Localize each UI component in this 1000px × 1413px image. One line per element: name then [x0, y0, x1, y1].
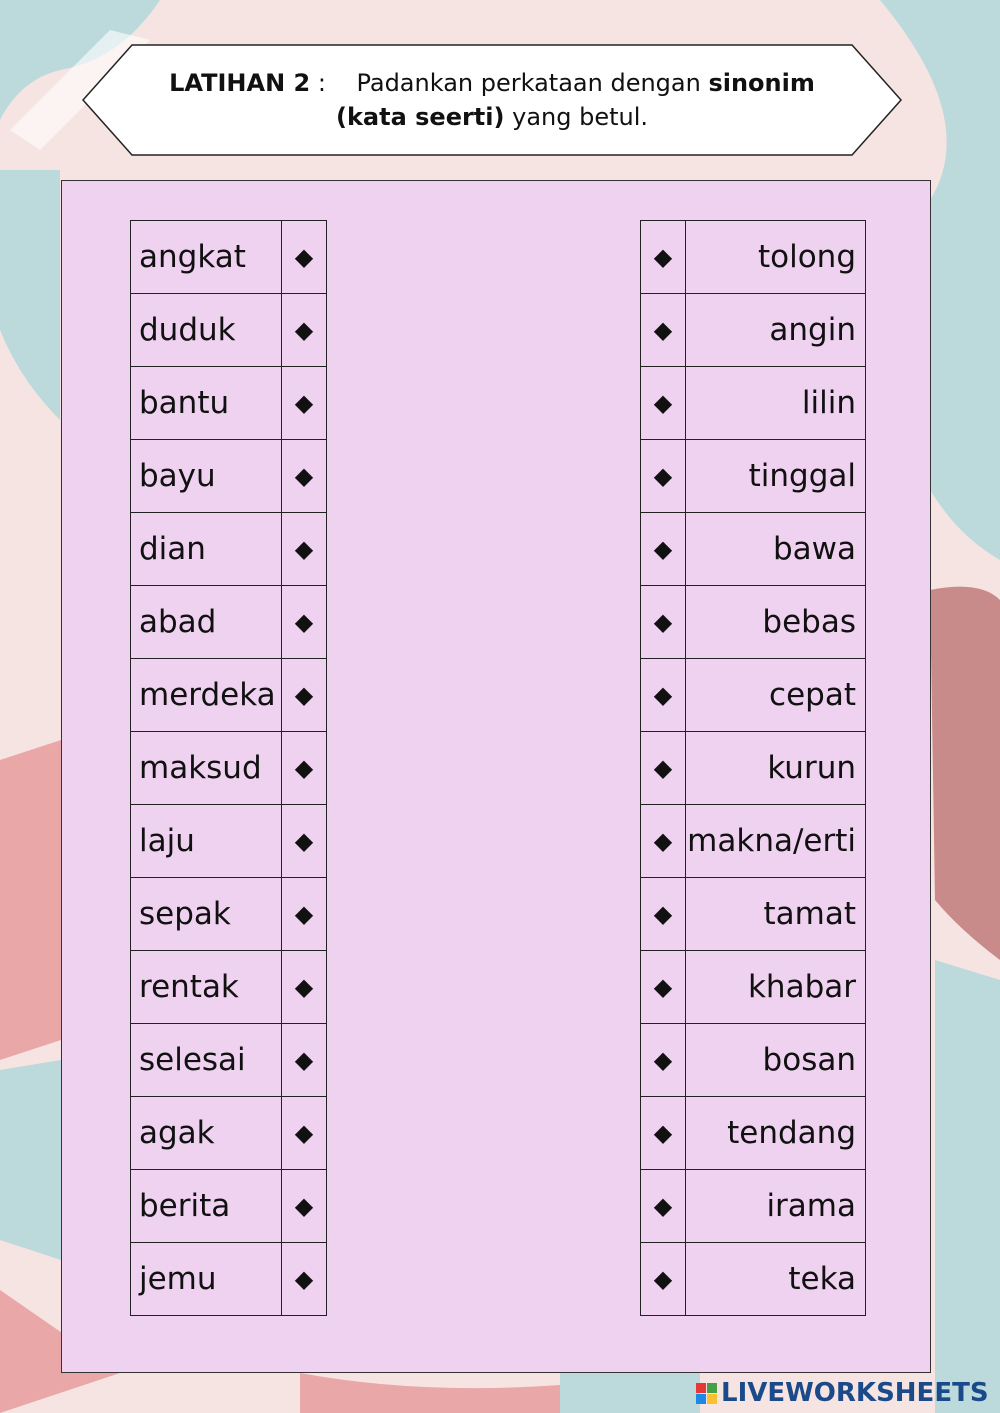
- left-word-row: [131, 221, 327, 294]
- match-point-left[interactable]: ◆: [282, 1170, 327, 1243]
- left-word: dian: [131, 513, 282, 586]
- match-point-left[interactable]: ◆: [282, 659, 327, 732]
- right-word: teka: [686, 1243, 866, 1316]
- match-point-right[interactable]: ◆: [641, 1243, 686, 1316]
- brand-name: LIVEWORKSHEETS: [721, 1378, 989, 1408]
- right-word: tendang: [686, 1097, 866, 1170]
- left-word: angkat: [131, 221, 282, 294]
- match-point-right[interactable]: ◆: [641, 367, 686, 440]
- right-word: khabar: [686, 951, 866, 1024]
- match-point-left[interactable]: ◆: [282, 221, 327, 294]
- right-word-row: [641, 440, 866, 513]
- left-word: berita: [131, 1170, 282, 1243]
- left-word-row: [131, 732, 327, 805]
- left-word-row: [131, 1024, 327, 1097]
- left-word-row: [131, 805, 327, 878]
- left-word: sepak: [131, 878, 282, 951]
- left-word: duduk: [131, 294, 282, 367]
- logo-grid-icon: [696, 1383, 717, 1404]
- left-word: bayu: [131, 440, 282, 513]
- left-word-row: [131, 659, 327, 732]
- match-point-left[interactable]: ◆: [282, 294, 327, 367]
- match-point-right[interactable]: ◆: [641, 951, 686, 1024]
- left-word-column: [130, 220, 327, 1316]
- match-point-right[interactable]: ◆: [641, 659, 686, 732]
- match-point-right[interactable]: ◆: [641, 1097, 686, 1170]
- left-word-row: [131, 440, 327, 513]
- right-word-row: [641, 1170, 866, 1243]
- right-word: tinggal: [686, 440, 866, 513]
- right-word: angin: [686, 294, 866, 367]
- match-point-right[interactable]: ◆: [641, 1170, 686, 1243]
- right-word-row: [641, 878, 866, 951]
- right-word-row: [641, 294, 866, 367]
- left-word: maksud: [131, 732, 282, 805]
- left-word-row: [131, 513, 327, 586]
- match-point-right[interactable]: ◆: [641, 805, 686, 878]
- right-word-row: [641, 805, 866, 878]
- match-point-left[interactable]: ◆: [282, 513, 327, 586]
- match-point-left[interactable]: ◆: [282, 440, 327, 513]
- left-word-row: [131, 1170, 327, 1243]
- liveworksheets-logo: [696, 1378, 989, 1408]
- match-point-left[interactable]: ◆: [282, 951, 327, 1024]
- match-point-right[interactable]: ◆: [641, 513, 686, 586]
- right-word-column: [640, 220, 866, 1316]
- left-word-row: [131, 586, 327, 659]
- left-word: laju: [131, 805, 282, 878]
- instruction-part-1: Padankan perkataan dengan: [356, 69, 709, 97]
- match-point-right[interactable]: ◆: [641, 221, 686, 294]
- right-word: cepat: [686, 659, 866, 732]
- left-word-row: [131, 951, 327, 1024]
- match-point-left[interactable]: ◆: [282, 805, 327, 878]
- right-word: bosan: [686, 1024, 866, 1097]
- instruction-banner: [82, 44, 902, 156]
- right-word-table: [640, 220, 866, 1316]
- label-colon: :: [310, 69, 326, 97]
- left-word: selesai: [131, 1024, 282, 1097]
- right-word-row: [641, 221, 866, 294]
- match-point-left[interactable]: ◆: [282, 1097, 327, 1170]
- right-word: makna/erti: [686, 805, 866, 878]
- instruction-part-2: yang betul.: [504, 103, 649, 131]
- left-word-row: [131, 367, 327, 440]
- right-word-row: [641, 732, 866, 805]
- right-word: tamat: [686, 878, 866, 951]
- left-word: merdeka: [131, 659, 282, 732]
- match-point-right[interactable]: ◆: [641, 1024, 686, 1097]
- left-word-row: [131, 878, 327, 951]
- left-word: abad: [131, 586, 282, 659]
- left-word-table: [130, 220, 327, 1316]
- right-word-row: [641, 1243, 866, 1316]
- left-word-row: [131, 294, 327, 367]
- left-word: jemu: [131, 1243, 282, 1316]
- match-point-left[interactable]: ◆: [282, 732, 327, 805]
- right-word-row: [641, 1024, 866, 1097]
- left-word: rentak: [131, 951, 282, 1024]
- right-word-row: [641, 1097, 866, 1170]
- right-word-row: [641, 659, 866, 732]
- instruction-bold-1: sinonim: [708, 69, 815, 97]
- left-word: bantu: [131, 367, 282, 440]
- match-point-left[interactable]: ◆: [282, 1024, 327, 1097]
- right-word: irama: [686, 1170, 866, 1243]
- left-word: agak: [131, 1097, 282, 1170]
- instruction-bold-2: (kata seerti): [335, 103, 505, 131]
- match-point-right[interactable]: ◆: [641, 440, 686, 513]
- match-point-left[interactable]: ◆: [282, 367, 327, 440]
- right-word: tolong: [686, 221, 866, 294]
- right-word: lilin: [686, 367, 866, 440]
- match-point-left[interactable]: ◆: [282, 586, 327, 659]
- right-word: bawa: [686, 513, 866, 586]
- match-point-right[interactable]: ◆: [641, 294, 686, 367]
- exercise-label: LATIHAN 2: [169, 69, 311, 97]
- left-word-row: [131, 1097, 327, 1170]
- match-point-left[interactable]: ◆: [282, 878, 327, 951]
- match-point-right[interactable]: ◆: [641, 732, 686, 805]
- left-word-row: [131, 1243, 327, 1316]
- right-word-row: [641, 586, 866, 659]
- match-point-right[interactable]: ◆: [641, 586, 686, 659]
- right-word-row: [641, 951, 866, 1024]
- match-point-right[interactable]: ◆: [641, 878, 686, 951]
- right-word: bebas: [686, 586, 866, 659]
- right-word-row: [641, 367, 866, 440]
- right-word: kurun: [686, 732, 866, 805]
- instruction-text: [82, 66, 902, 134]
- right-word-row: [641, 513, 866, 586]
- match-point-left[interactable]: ◆: [282, 1243, 327, 1316]
